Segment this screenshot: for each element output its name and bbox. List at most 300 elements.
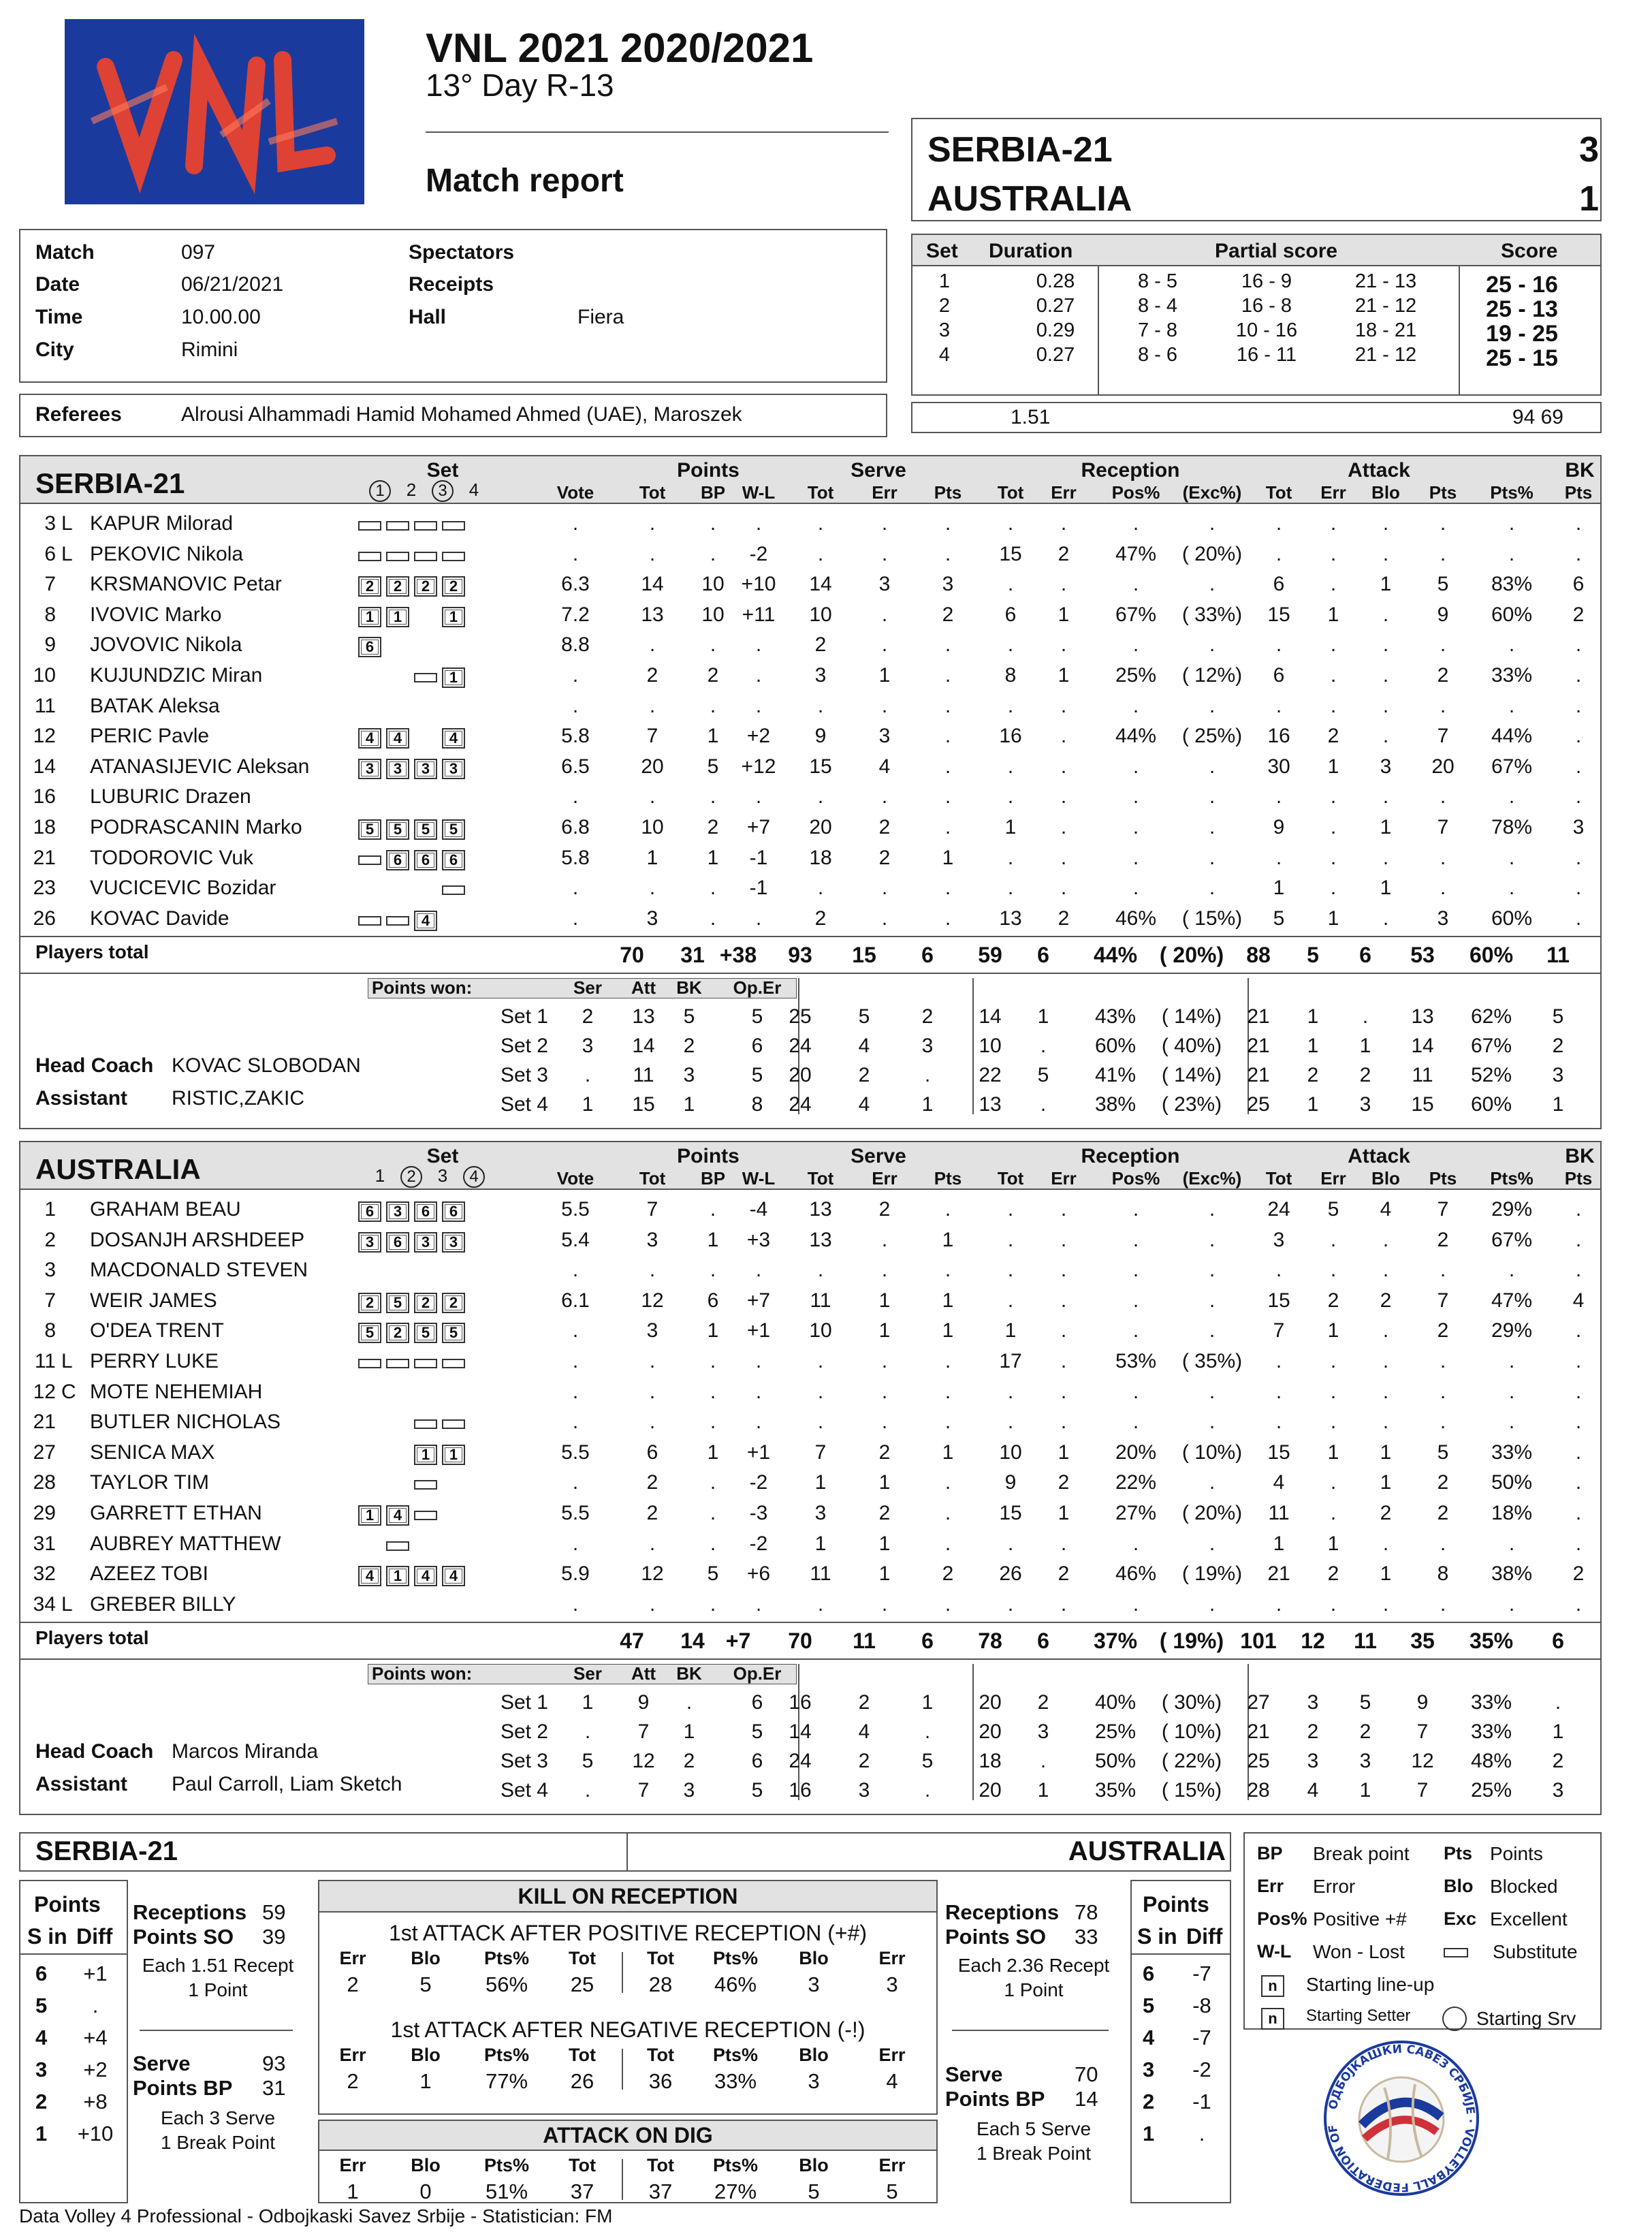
set-stat-cell: 3	[921, 1035, 934, 1058]
set-stat-cell: 16	[789, 1779, 812, 1802]
player-name: PERRY LUKE	[90, 1350, 219, 1372]
stat-cell: 2	[1327, 725, 1339, 748]
right-so-label: Points SO	[945, 1925, 1047, 1949]
stat-cell: 1	[1327, 1532, 1339, 1555]
stat-cell: 6.5	[561, 755, 590, 778]
stat-cell: .	[1060, 1380, 1067, 1403]
stat-cell: 15	[1267, 603, 1290, 626]
stat-cell: .	[1209, 877, 1216, 900]
total-divider-top	[20, 936, 1600, 937]
stat-cell: .	[1330, 1502, 1337, 1524]
starting-position: 4	[442, 728, 465, 749]
set-cell: 7 - 8	[1137, 319, 1178, 341]
stat-cell: 18%	[1491, 1502, 1533, 1524]
stat-cell: 2	[878, 1441, 891, 1464]
right-points-label: Points	[1143, 1892, 1209, 1917]
stat-cell: -2	[749, 1471, 768, 1494]
points-won-cell: 1	[582, 1691, 594, 1714]
substitute-icon	[1444, 1948, 1468, 1957]
left-rec-divider	[140, 2030, 293, 2031]
player-name: TAYLOR TIM	[90, 1471, 210, 1494]
summary-title-divider	[626, 1832, 628, 1872]
stat-cell: .	[1440, 1380, 1446, 1403]
attack-group-header: Attack	[1348, 1145, 1410, 1167]
stat-cell: .	[881, 907, 888, 930]
stat-cell: .	[1132, 1198, 1139, 1221]
legend-box	[1243, 1832, 1602, 2030]
rotation-diff: +2	[83, 2058, 108, 2081]
stat-cell: .	[1382, 785, 1389, 808]
kill-col-header: Blo	[411, 2155, 441, 2175]
total-cell: 93	[788, 943, 812, 968]
stat-cell: .	[755, 1380, 762, 1403]
kill-value: 77%	[485, 2069, 528, 2093]
set-stat-cell: 40%	[1094, 1691, 1137, 1714]
set-stat-cell: 15	[1411, 1093, 1434, 1116]
stat-cell: .	[1209, 1411, 1216, 1434]
stat-cell: .	[572, 542, 579, 565]
player-sets	[358, 696, 470, 719]
substitute-marker	[414, 1419, 437, 1429]
column-header: Err	[1051, 1168, 1077, 1189]
stat-cell: .	[1382, 1319, 1389, 1342]
total-cell: ( 19%)	[1159, 1629, 1224, 1654]
player-number: 21	[33, 846, 56, 869]
set-stat-cell: 9	[1416, 1691, 1429, 1714]
stat-cell: 2	[1437, 1471, 1449, 1494]
set-stat-cell: 14	[1411, 1035, 1434, 1058]
column-header: Tot	[1265, 482, 1292, 503]
stat-cell: .	[1060, 1532, 1067, 1555]
hall-label: Hall	[409, 306, 447, 328]
stat-cell: .	[944, 633, 951, 657]
stat-cell: .	[649, 694, 656, 717]
legend-code: Pos%	[1257, 1908, 1307, 1929]
player-name: IVOVIC Marko	[90, 603, 222, 626]
stat-cell: .	[1575, 1471, 1582, 1494]
stat-cell: 2	[878, 1198, 891, 1221]
federation-seal-graphic	[1320, 2036, 1483, 2200]
substitute-marker	[442, 1419, 465, 1429]
stat-cell: .	[881, 877, 888, 900]
stat-cell: .	[1007, 1380, 1014, 1403]
stat-cell: .	[1007, 1198, 1014, 1221]
stat-cell: 5	[1273, 907, 1285, 930]
stat-cell: .	[710, 694, 716, 717]
player-name: BATAK Aleksa	[90, 694, 220, 717]
left-so-value: 39	[262, 1925, 286, 1949]
stat-cell: .	[944, 1411, 951, 1434]
set-stat-cell: 60%	[1470, 1093, 1512, 1116]
set-col-header: Set	[926, 240, 958, 262]
player-sets	[358, 1473, 470, 1496]
stat-cell: .	[1382, 725, 1389, 748]
starting-position: 4	[358, 1566, 381, 1586]
stat-cell: .	[817, 1411, 824, 1434]
stat-cell: 10	[701, 603, 725, 626]
stat-cell: .	[1508, 877, 1515, 900]
kill-value: 56%	[485, 1972, 528, 1996]
left-bp-label: Points BP	[133, 2076, 233, 2100]
player-role: L	[61, 512, 73, 535]
kill-col-header: Pts%	[712, 2155, 759, 2175]
set-cell: 16 - 8	[1241, 295, 1292, 317]
stat-cell: .	[1132, 1532, 1139, 1555]
vnl-logo	[65, 19, 364, 204]
stat-cell: 44%	[1491, 725, 1533, 748]
stat-cell: 1	[814, 1471, 827, 1494]
player-number: 31	[33, 1532, 56, 1555]
stat-cell: .	[1508, 1259, 1515, 1282]
set-stat-cell: 10	[979, 1035, 1002, 1058]
positive-title: 1st ATTACK AFTER POSITIVE RECEPTION (+#)	[388, 1921, 868, 1945]
stat-cell: 47%	[1491, 1289, 1533, 1312]
reception-group-header: Reception	[1081, 1145, 1180, 1167]
set-stat-cell: 5	[858, 1005, 870, 1028]
player-number: 16	[33, 785, 56, 808]
stat-cell: 2	[942, 1562, 954, 1586]
stat-cell: .	[1382, 1380, 1389, 1403]
stat-cell: ( 19%)	[1181, 1562, 1243, 1586]
legend-desc: Starting line-up	[1306, 1974, 1435, 1995]
set-stat-cell: 25%	[1094, 1720, 1137, 1744]
stat-cell: .	[944, 1350, 951, 1372]
result-team1: SERBIA-21	[927, 130, 1113, 170]
time-label: Time	[35, 306, 83, 328]
set-stat-cell: 3	[858, 1779, 870, 1802]
head-coach-label: Head Coach	[35, 1054, 154, 1077]
set-divider	[1459, 266, 1460, 396]
set-stat-cell: 25	[1247, 1093, 1270, 1116]
player-row	[20, 1256, 1600, 1287]
stat-cell: 46%	[1115, 1562, 1157, 1586]
set-number	[460, 1165, 488, 1188]
stat-cell: .	[710, 785, 716, 808]
rotation-number: 2	[35, 2090, 48, 2113]
player-name: PERIC Pavle	[90, 725, 210, 748]
stat-cell: 3	[646, 1228, 658, 1251]
stat-cell: .	[1275, 1411, 1282, 1434]
player-row	[20, 570, 1600, 601]
player-number: 6	[44, 542, 56, 565]
stat-cell: .	[1007, 573, 1014, 596]
rotation-number: 1	[35, 2122, 48, 2145]
set-stat-cell: 21	[1247, 1064, 1270, 1087]
kill-col-header: Blo	[411, 2045, 441, 2065]
left-rec-label: Receptions	[133, 1900, 247, 1924]
stat-cell: .	[1209, 633, 1216, 657]
kill-col-header: Err	[339, 2155, 366, 2175]
points-won-cell: 11	[633, 1064, 654, 1087]
column-header: Pos%	[1111, 1168, 1160, 1189]
set-row-label: Set 2	[500, 1035, 548, 1058]
player-number: 10	[33, 664, 56, 687]
set-group-header: Set	[426, 459, 459, 482]
stat-cell: 1	[1004, 816, 1017, 838]
right-serve-value: 70	[1075, 2062, 1098, 2086]
stat-cell: 1	[1327, 603, 1339, 626]
stat-cell: .	[1330, 633, 1337, 657]
receipts-label: Receipts	[409, 273, 494, 296]
stat-cell: 83%	[1491, 573, 1533, 596]
header-divider	[426, 131, 889, 133]
stat-cell: .	[1440, 542, 1446, 565]
column-header: Tot	[639, 482, 666, 503]
column-header: Pts	[1564, 1168, 1593, 1189]
set-stat-cell: 25%	[1470, 1779, 1512, 1802]
set-stat-cell: 2	[1037, 1691, 1049, 1714]
stat-cell: .	[881, 1380, 888, 1403]
left-rotation-line	[20, 1953, 127, 1955]
stat-cell: 2	[878, 1502, 891, 1524]
stat-cell: .	[944, 664, 951, 687]
left-sin-label: S in	[27, 1924, 67, 1949]
set-number-label: 4	[468, 479, 479, 500]
total-cell: +38	[719, 943, 757, 968]
left-serve-label: Serve	[133, 2051, 191, 2075]
stat-cell: .	[1382, 1350, 1389, 1372]
set-stat-cell: 2	[858, 1691, 870, 1714]
starting-position: 6	[386, 1232, 409, 1253]
set-stat-cell: 20	[789, 1064, 812, 1087]
stat-cell: .	[572, 664, 579, 687]
stat-cell: .	[572, 785, 579, 808]
set-stat-cell: .	[1555, 1691, 1561, 1714]
stat-cell: 5.5	[561, 1198, 590, 1221]
duration-col-header: Duration	[989, 240, 1073, 262]
player-name: WEIR JAMES	[90, 1289, 217, 1312]
stat-cell: .	[1007, 1411, 1014, 1434]
stat-cell: .	[1060, 512, 1067, 535]
starting-position: 4	[414, 1566, 437, 1586]
stat-cell: 33%	[1491, 1441, 1533, 1464]
right-rec-value: 78	[1075, 1900, 1098, 1924]
stat-cell: 53%	[1115, 1350, 1157, 1372]
legend-code: Pts	[1444, 1843, 1473, 1863]
stat-cell: .	[1440, 785, 1446, 808]
stat-cell: .	[1508, 846, 1515, 869]
stat-cell: 5	[1437, 1441, 1449, 1464]
stat-cell: 1	[646, 846, 658, 869]
kill-divider	[622, 2049, 623, 2090]
player-number: 9	[44, 633, 56, 657]
rotation-number: 1	[1143, 2122, 1155, 2145]
set-stat-cell: ( 10%)	[1161, 1720, 1222, 1744]
stat-cell: .	[944, 725, 951, 748]
serve-group-header: Serve	[851, 1145, 906, 1167]
stat-cell: .	[1209, 1592, 1216, 1616]
stat-cell: .	[1575, 725, 1582, 748]
starting-position: 6	[414, 850, 437, 870]
set-stat-cell: 4	[858, 1093, 870, 1116]
team-name: AUSTRALIA	[35, 1153, 201, 1185]
stat-cell: 15	[999, 1502, 1022, 1524]
set-row-label: Set 1	[500, 1005, 548, 1028]
kill-value: 28	[648, 1972, 673, 1996]
player-row	[20, 813, 1600, 844]
column-header: Pos%	[1111, 482, 1160, 503]
points-won-cell: 14	[632, 1035, 655, 1058]
legend-desc: Starting Setter	[1306, 2007, 1411, 2025]
stat-cell: ( 33%)	[1181, 603, 1243, 626]
points-won-col-header: Op.Er	[733, 977, 782, 998]
set-stat-cell: .	[1040, 1035, 1047, 1058]
stat-cell: 15	[999, 542, 1022, 565]
stat-cell: 4	[878, 755, 891, 778]
kill-value: 37	[570, 2180, 594, 2203]
set-stat-cell: 16	[789, 1691, 812, 1714]
stat-cell: 8.8	[561, 633, 590, 657]
player-sets	[358, 1291, 470, 1314]
stat-cell: .	[1330, 512, 1337, 535]
set-stat-cell: 3	[1037, 1720, 1049, 1744]
left-rec-note2: 1 Point	[188, 1979, 248, 2000]
stat-cell: .	[1382, 1411, 1389, 1434]
stat-cell: .	[649, 512, 656, 535]
column-header: (Exc%)	[1182, 1168, 1242, 1189]
player-row	[20, 1590, 1600, 1621]
starting-position: 6	[358, 637, 381, 657]
substitute-marker	[358, 1359, 381, 1368]
points-won-cell: 9	[637, 1691, 650, 1714]
stat-cell: 1	[707, 1228, 719, 1251]
right-serve-note: Each 5 Serve	[976, 2118, 1092, 2139]
stat-cell: 5.9	[561, 1562, 590, 1586]
kill-value: 5	[419, 1972, 432, 1996]
stat-cell: .	[649, 1532, 656, 1555]
stat-cell: .	[572, 1411, 579, 1434]
points-won-cell: 3	[683, 1064, 695, 1087]
set-stat-cell: 28	[1247, 1779, 1270, 1802]
stat-cell: .	[572, 1380, 579, 1403]
legend-desc: Blocked	[1490, 1876, 1558, 1897]
stat-cell: 2	[878, 816, 891, 838]
kill-col-header: Blo	[411, 1948, 441, 1968]
stat-cell: .	[817, 1380, 824, 1403]
stat-cell: ( 10%)	[1181, 1441, 1243, 1464]
total-cell: 15	[852, 943, 876, 968]
stat-cell: .	[1440, 633, 1446, 657]
stat-cell: 9	[1004, 1471, 1017, 1494]
stat-cell: .	[1007, 1592, 1014, 1616]
set-stat-cell: 33%	[1470, 1691, 1512, 1714]
stat-cell: .	[1440, 1259, 1446, 1282]
stat-cell: .	[572, 1319, 579, 1342]
stat-cell: .	[1209, 573, 1216, 596]
stat-cell: 2	[942, 603, 954, 626]
stat-cell: .	[944, 816, 951, 838]
player-number: 11	[34, 1350, 56, 1372]
stat-cell: .	[1330, 694, 1337, 717]
stat-cell: 7	[1437, 1289, 1449, 1312]
total-cell: 44%	[1093, 943, 1138, 968]
player-sets	[358, 574, 470, 597]
player-name: GREBER BILLY	[90, 1592, 236, 1616]
stat-cell: 1	[1380, 816, 1392, 838]
set-stat-cell: ( 23%)	[1161, 1093, 1222, 1116]
player-row	[20, 753, 1600, 783]
set-stat-cell: 1	[1307, 1035, 1319, 1058]
substitute-marker	[442, 552, 465, 561]
legend-desc: Points	[1490, 1843, 1543, 1864]
stat-cell: .	[817, 877, 824, 900]
points-won-cell: 15	[632, 1093, 655, 1116]
stat-cell: .	[1060, 877, 1067, 900]
kill-col-header: Err	[878, 1948, 906, 1968]
set-stat-cell: 50%	[1094, 1750, 1137, 1773]
stat-cell: .	[755, 1592, 762, 1616]
player-sets	[358, 544, 470, 567]
kill-col-header: Blo	[799, 2155, 829, 2175]
player-row	[20, 661, 1600, 692]
set-number-label: 3	[432, 480, 454, 502]
player-name: JOVOVIC Nikola	[90, 633, 242, 657]
rotation-number: 5	[1143, 1994, 1155, 2017]
stat-cell: 7	[1273, 1319, 1285, 1342]
stat-cell: 3	[814, 664, 827, 687]
player-row	[20, 722, 1600, 753]
stat-cell: .	[710, 907, 716, 930]
set-stat-cell: 35%	[1094, 1779, 1137, 1802]
starting-position: 6	[386, 850, 409, 870]
stat-cell: .	[1440, 877, 1446, 900]
stat-cell: .	[710, 1411, 716, 1434]
set-stat-cell: 2	[1307, 1064, 1319, 1087]
stat-cell: +7	[746, 816, 771, 838]
stat-cell: 2	[707, 816, 719, 838]
player-number: 29	[33, 1502, 56, 1524]
stat-cell: .	[1132, 816, 1139, 838]
stat-cell: .	[1132, 877, 1139, 900]
rotation-diff: -7	[1192, 1962, 1211, 1985]
points-won-label: Points won:	[372, 977, 473, 998]
stat-cell: .	[710, 633, 716, 657]
stat-cell: .	[1209, 846, 1216, 869]
stat-cell: 29%	[1491, 1198, 1533, 1221]
stat-cell: 1	[1327, 1319, 1339, 1342]
points-won-cell: .	[584, 1779, 591, 1802]
set-number-label: 1	[375, 1165, 385, 1186]
points-won-col-header: Op.Er	[733, 1663, 782, 1684]
points-won-cell: .	[584, 1064, 591, 1087]
stat-cell: 7	[814, 1441, 827, 1464]
set-number	[366, 1165, 394, 1186]
stat-cell: .	[755, 785, 762, 808]
set-cell: 16 - 9	[1241, 270, 1292, 292]
stat-cell: .	[1275, 694, 1282, 717]
stat-cell: 1	[878, 664, 891, 687]
assistant-names: Paul Carroll, Liam Sketch	[172, 1773, 402, 1796]
stat-cell: .	[1382, 1228, 1389, 1251]
column-header: Pts%	[1490, 1168, 1534, 1189]
player-sets	[358, 514, 470, 537]
set-number	[429, 1165, 456, 1186]
total-cell: 53	[1410, 943, 1435, 968]
stat-cell: 12	[641, 1562, 664, 1586]
stat-cell: .	[755, 1350, 762, 1372]
summary-team1: SERBIA-21	[35, 1836, 178, 1866]
total-cell: +7	[725, 1629, 751, 1654]
starting-position: 1	[386, 607, 409, 627]
player-sets	[358, 878, 470, 901]
stat-cell: .	[755, 1259, 762, 1282]
stat-cell: 1	[1327, 755, 1339, 778]
stat-cell: .	[1440, 846, 1446, 869]
stat-cell: 38%	[1491, 1562, 1533, 1586]
set-stat-cell: ( 22%)	[1161, 1750, 1222, 1773]
stat-cell: .	[1132, 785, 1139, 808]
set-number-label: 1	[369, 480, 391, 502]
